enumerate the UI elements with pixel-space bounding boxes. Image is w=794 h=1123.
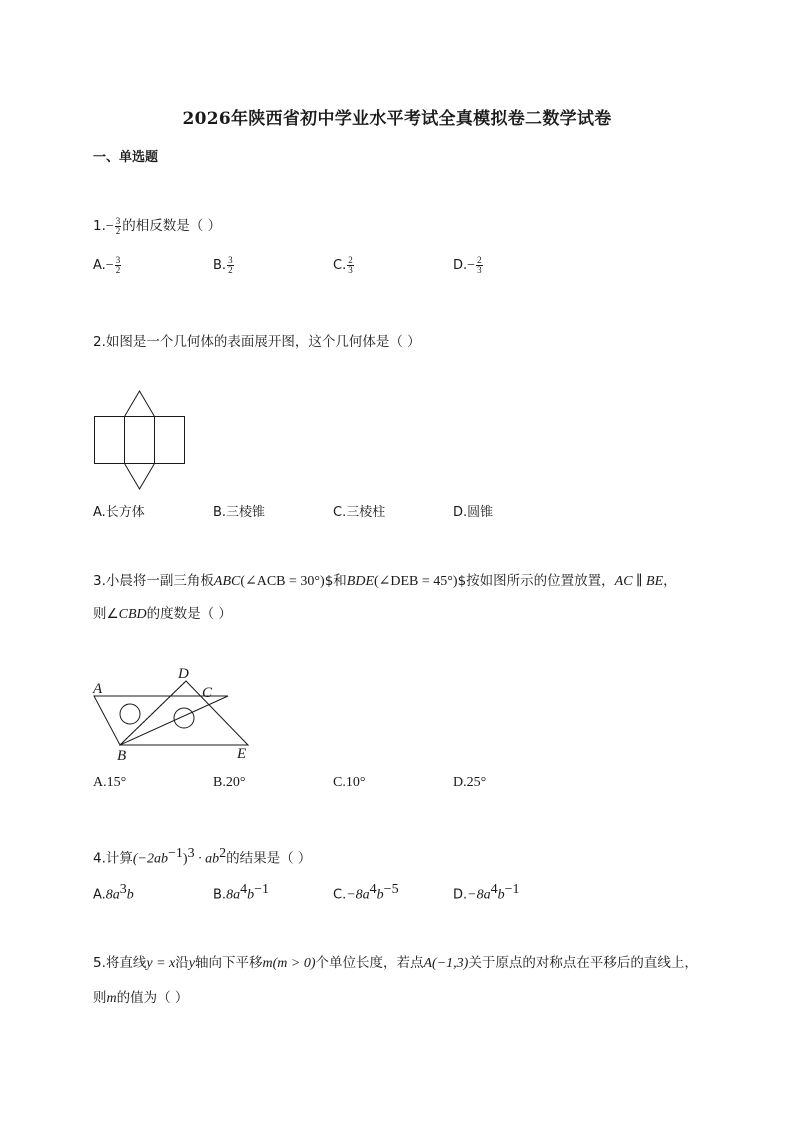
page-title: 2026年陕西省初中学业水平考试全真模拟卷二数学试卷	[182, 109, 612, 129]
q1-option-d[interactable]	[453, 256, 484, 275]
q2-option-b[interactable]: B.三棱锥	[213, 505, 266, 520]
net-diagram	[94, 390, 186, 490]
option-letter: C.	[333, 887, 347, 903]
q1-minus: −	[105, 219, 114, 234]
q5-text-3: 轴向下平移	[194, 955, 263, 971]
label-b: B	[117, 748, 127, 764]
option-tail: b	[497, 887, 505, 903]
option-letter: A.	[93, 258, 106, 273]
q3-option-a[interactable]: A.15°	[93, 775, 127, 790]
net-rect-left	[95, 417, 125, 464]
q4-option-a[interactable]	[93, 882, 134, 903]
hole-right	[174, 708, 194, 728]
triangle-figure	[90, 664, 260, 764]
option-tail: b	[376, 887, 384, 903]
q5-text-2: 沿	[175, 955, 189, 971]
q3-abc: ABC	[213, 574, 241, 589]
q4-option-b[interactable]	[213, 882, 269, 903]
option-coef: −8a	[346, 887, 370, 903]
option-num: 3	[228, 255, 233, 265]
question-1	[93, 214, 221, 236]
q4-dot: · ab	[194, 851, 220, 867]
q4-close: )	[182, 851, 188, 867]
question-4	[93, 846, 311, 868]
q5-text-7: 的值为（ ）	[116, 990, 189, 1006]
q1-frac-num: 3	[115, 215, 121, 226]
q2-option-c[interactable]: C.三棱柱	[333, 505, 386, 520]
option-letter: D.	[453, 887, 468, 903]
q1-option-a[interactable]	[93, 256, 122, 275]
q3-option-b[interactable]: B.20°	[213, 775, 246, 790]
q1-frac-den: 2	[115, 225, 121, 236]
option-letter: D.	[453, 258, 468, 273]
q1-number: 1.	[93, 218, 106, 234]
q1-fraction	[115, 217, 122, 236]
q3-text-4: 的度数是（ ）	[146, 606, 232, 622]
net-triangle-top	[125, 391, 155, 417]
option-den: 2	[228, 265, 233, 275]
option-exp: 3	[119, 882, 127, 897]
q3-cbd: CBD	[118, 607, 147, 622]
q1-option-c[interactable]	[333, 256, 355, 275]
q3-text-3: 则∠	[93, 606, 119, 622]
q5-text: 5.将直线	[93, 955, 147, 971]
q4-expr: (−2ab	[132, 851, 168, 867]
question-2: 2.如图是一个几何体的表面展开图，这个几何体是（ ）	[93, 334, 421, 350]
q5-m2: m	[106, 991, 117, 1006]
option-fraction	[227, 256, 234, 275]
q5-cond: (m > 0)	[272, 956, 316, 971]
option-den: 3	[348, 265, 353, 275]
option-tail: b	[247, 887, 255, 903]
q3-bde: BDE	[346, 574, 374, 589]
hole-left	[120, 704, 140, 724]
label-e: E	[237, 746, 247, 762]
q4-suffix: 的结果是（ ）	[226, 850, 312, 867]
q1-text: 的相反数是（ ）	[122, 218, 222, 234]
option-fraction	[476, 256, 483, 275]
section-heading: 一、单选题	[93, 150, 159, 165]
q4-exp3: 2	[219, 846, 227, 861]
q3-angle-acb: (∠ACB = 30°)	[240, 574, 325, 589]
net-triangle-bottom	[125, 464, 155, 490]
q4-option-d[interactable]	[453, 882, 520, 903]
option-num: 2	[348, 255, 353, 265]
q3-option-d[interactable]: D.25°	[453, 775, 487, 790]
q3-text: 3.小晨将一副三角板	[93, 573, 214, 589]
q3-parallel: AC ∥ BE	[614, 574, 664, 589]
q3-option-c[interactable]: C.10°	[333, 775, 366, 790]
q5-point: A(−1,3)	[423, 956, 469, 971]
option-letter: A.	[93, 887, 106, 903]
q5-y: y	[188, 956, 195, 971]
option-exp: 4	[369, 882, 377, 897]
option-den: 2	[115, 265, 121, 275]
question-3-line-2	[93, 602, 232, 623]
q3-angle-deb: (∠DEB = 45°)	[374, 574, 458, 589]
option-exp: 4	[240, 882, 248, 897]
q1-option-b[interactable]	[213, 256, 235, 275]
option-fraction	[115, 256, 122, 275]
q4-prefix: 4.计算	[93, 850, 133, 867]
option-num: 2	[477, 255, 482, 265]
net-rect-middle	[125, 417, 155, 464]
option-exp: −1	[504, 882, 520, 897]
option-sign: −	[467, 258, 476, 273]
label-c: C	[202, 685, 213, 701]
q2-option-a[interactable]: A.长方体	[93, 505, 145, 520]
question-5-line-1	[93, 951, 698, 972]
option-coef: 8a	[226, 887, 241, 903]
option-tail: b	[126, 887, 134, 903]
triangle-bde	[120, 681, 248, 745]
q3-join: $和	[324, 573, 347, 589]
option-den: 3	[477, 265, 482, 275]
option-letter: C.	[333, 258, 347, 273]
option-exp: −1	[254, 882, 269, 897]
q2-option-d[interactable]: D.圆锥	[453, 505, 494, 520]
q5-text-4: 个单位长度，若点	[315, 955, 424, 971]
q5-eq: y = x	[146, 956, 176, 971]
option-letter: B.	[213, 887, 227, 903]
option-fraction	[347, 256, 354, 275]
q4-option-c[interactable]	[333, 882, 399, 903]
option-exp: 4	[490, 882, 498, 897]
option-num: 3	[115, 255, 121, 265]
question-3-line-1	[93, 569, 677, 590]
q5-m: m	[262, 956, 273, 971]
q3-text-2: $按如图所示的位置放置，	[457, 573, 615, 589]
option-exp: −5	[383, 882, 399, 897]
q5-text-6: 则	[93, 990, 107, 1006]
option-letter: B.	[213, 258, 227, 273]
question-5-line-2	[93, 986, 188, 1007]
q3-comma: ，	[663, 573, 677, 589]
option-coef: −8a	[467, 887, 491, 903]
label-a: A	[93, 681, 103, 697]
net-rect-right	[155, 417, 185, 464]
q5-text-5: 关于原点的对称点在平移后的直线上，	[468, 955, 698, 971]
q4-exp2: 3	[187, 846, 195, 861]
q4-exp1: −1	[168, 846, 183, 861]
label-d: D	[178, 666, 189, 682]
option-sign: −	[105, 258, 114, 273]
option-coef: 8a	[105, 887, 120, 903]
